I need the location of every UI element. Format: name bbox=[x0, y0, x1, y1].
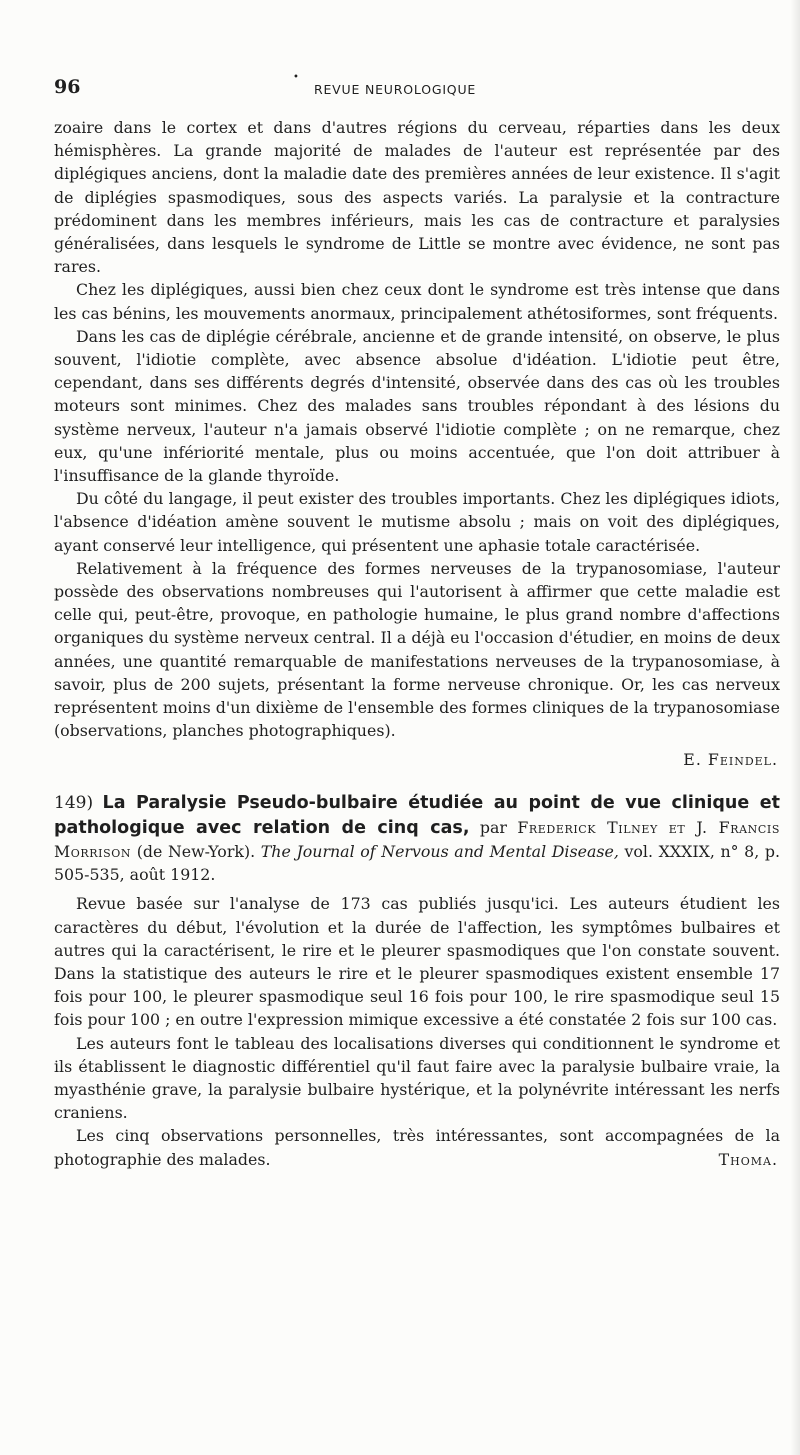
paragraph-1: zoaire dans le cortex et dans d'autres régions du cerveau, réparties dans les deux hémisphères. La grande majorité de malades de l'auteur est représentée par des diplégiques anciens, dont la maladie date des premières années de leur existence. Il s'agit de diplégies spasmodiques, sous des aspects variés. La paralysie et la contracture prédominent dans les membres inférieurs, mais les cas de contracture et paralysies généralisées, dans lesquels le syndrome de Little se montre avec évidence, ne sont pas rares. bbox=[54, 118, 780, 277]
running-title: REVUE NEUROLOGIQUE bbox=[314, 82, 477, 97]
last-paragraph: Les cinq observations personnelles, très intéressantes, sont accompagnées de la photographie des malades. bbox=[54, 1126, 780, 1169]
page-header bbox=[54, 70, 780, 102]
page-number: 96 bbox=[54, 76, 81, 98]
article-paragraph-2: Les auteurs font le tableau des localisations diverses qui conditionnent le syndrome et ils établissent le diagnostic différentiel qu'il faut faire avec la paralysie bulbaire vraie, la myasthénie grave, la paralysie bulbaire hystérique, et la polynévrite intéressant les nerfs craniens. bbox=[54, 1033, 780, 1123]
paragraph-4: Du côté du langage, il peut exister des troubles importants. Chez les diplégiques idiots, l'absence d'idéation amène souvent le mutisme absolu ; mais on voit des diplégiques, ayant conservé leur intelligence, qui présentent une aphasie totale caractérisée. bbox=[54, 489, 780, 555]
article-by: par bbox=[479, 817, 507, 837]
header-dot: • bbox=[293, 72, 299, 83]
paragraph-5: Relativement à la fréquence des formes nerveuses de la trypanosomiase, l'auteur possède des observations nombreuses qui l'autorisent à affirmer que cette maladie est celle qui, peut-être, provoque, en pathologie humaine, le plus grand nombre d'affections organiques du système nerveux central. Il a déjà eu l'occasion d'étudier, en moins de deux années, une quantité remarquable de manifestations nerveuses de la trypanosomiase, à savoir, plus de 200 sujets, présentant la forme nerveuse chronique. Or, les cas nerveux représentent moins d'un dixième de l'ensemble des formes cliniques de la trypanosomiase (observations, planches photographiques). bbox=[54, 558, 780, 741]
page-edge-shadow bbox=[790, 0, 800, 1455]
article-number: 149) bbox=[54, 793, 94, 814]
signature-thoma: Thoma. bbox=[718, 1149, 778, 1169]
article-paragraph-1: Revue basée sur l'analyse de 173 cas publiés jusqu'ici. Les auteurs étudient les caractères du début, l'évolution et la durée de l'affection, les symptômes bulbaires et autres qui la caractérisent, le rire et le pleurer spasmodiques que l'on constate souvent. Dans la statistique des auteurs le rire et le pleurer spasmodiques existent ensemble 17 fois pour 100, le pleurer spasmodique seul 16 fois pour 100, le rire spasmodique seul 15 fois pour 100 ; en outre l'expression mimique excessive a été constatée 2 fois sur 100 cas. bbox=[54, 894, 780, 1030]
paragraph-3: Dans les cas de diplégie cérébrale, ancienne et de grande intensité, on observe, le plus souvent, l'idiotie complète, avec absence absolue d'idéation. L'idiotie peut être, cependant, dans ses différents degrés d'intensité, observée dans des cas où les troubles moteurs sont minimes. Chez des malades sans troubles répondant à des lésions du système nerveux, l'auteur n'a jamais observé l'idiotie complète ; on ne remarque, chez eux, qu'une infériorité mentale, plus ou moins accentuée, que l'on doit attribuer à l'insuffisance de la glande thyroïde. bbox=[54, 326, 780, 486]
paragraph-2: Chez les diplégiques, aussi bien chez ceux dont le syndrome est très intense que dans les cas bénins, les mouvements anormaux, principalement athétosiformes, sont fréquents. bbox=[54, 280, 780, 323]
article-citation: vol. XXXIX, n° 8, p. 505-535, août 1912. bbox=[54, 841, 780, 885]
last-paragraph-block bbox=[54, 1124, 780, 1170]
article-journal: The Journal of Nervous and Mental Disease, bbox=[260, 841, 619, 861]
article-place: (de New-York). bbox=[136, 841, 256, 861]
journal-page bbox=[54, 70, 780, 1171]
article-title: La Paralysie Pseudo-bulbaire étudiée au point de vue clinique et pathologique avec relation de cinq cas, bbox=[54, 793, 780, 838]
signature-feindel: E. Feindel. bbox=[683, 750, 778, 770]
article-heading bbox=[54, 791, 780, 886]
article-authors: Frederick Tilney et J. Francis Morrison bbox=[54, 817, 780, 861]
